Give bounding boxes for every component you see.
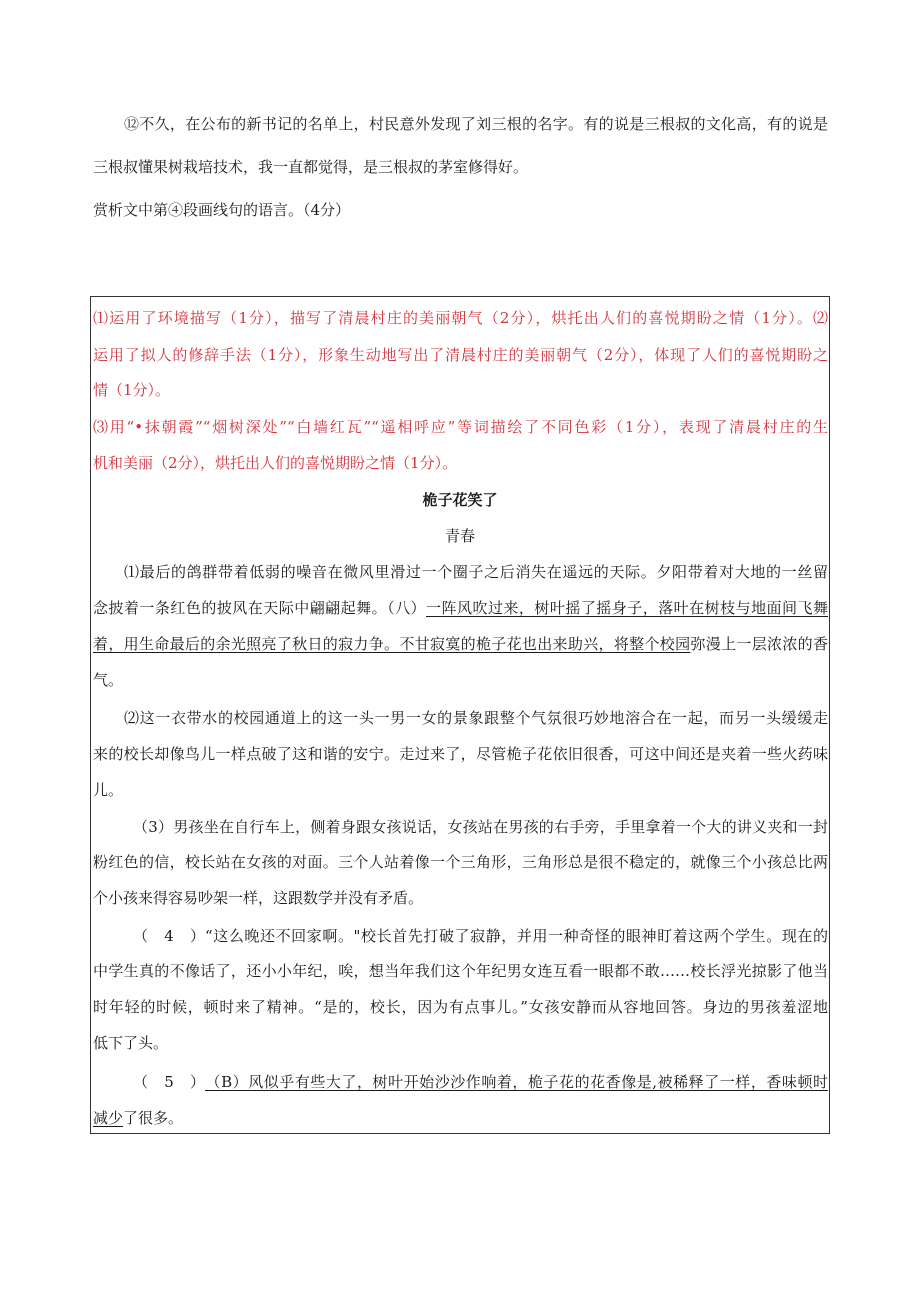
- plain-text: 了很多。: [123, 1109, 184, 1127]
- underlined-sentence: 着，用生命最后的余光照亮了秋日的寂力争。不甘寂寞的桅子花也出来助兴，将整个校园: [93, 635, 691, 653]
- answer-line: ⑶用“•抹朝霞”“烟树深处”“白墙红瓦”“遥相呼应”等词描绘了不同色彩（1分），表现了清晨村庄的生: [93, 418, 828, 436]
- paragraph-2-line: 来的校长却像鸟儿一样点破了这和谐的安宁。走过来了，尽管桅子花依旧很香，可这中间还是夹着一些火药味: [93, 745, 828, 763]
- paragraph-1-line: [93, 634, 828, 654]
- paragraph-1-line: [93, 598, 828, 618]
- paragraph-5-line: [133, 1072, 828, 1092]
- question-text: 赏析文中第④段画线句的语言。（4分）: [93, 201, 351, 219]
- paragraph-3-line: 粉红色的信，校长站在女孩的对面。三个人站着像一个三角形，三角形总是很不稳定的，就像三个小孩总比两: [93, 853, 828, 871]
- paragraph-number: （4）: [133, 927, 205, 945]
- intro-line-2: 三根叔懂果树栽培技术，我一直都觉得，是三根叔的茅室修得好。: [93, 158, 529, 176]
- answer-line: 情（1分）。: [93, 381, 171, 399]
- answer-line: ⑴运用了环境描写（1分），描写了清晨村庄的美丽朝气（2分），烘托出人们的喜悦期盼之情（1分）。⑵: [93, 309, 828, 327]
- paragraph-4-line: [133, 926, 828, 946]
- paragraph-1-line: 气。: [93, 671, 124, 689]
- paragraph-2-line: 儿。: [93, 781, 124, 799]
- paragraph-3-line: 个小孩来得容易吵架一样，这跟数学并没有矛盾。: [93, 889, 424, 907]
- paragraph-4-line: 中学生真的不像话了，还小小年纪，唉，想当年我们这个年纪男女连互看一眼都不敢……校长浮光掠影了他当: [93, 962, 828, 980]
- intro-line-1: ⑫不久，在公布的新书记的名单上，村民意外发现了刘三根的名字。有的说是三根叔的文化高，有的说是: [124, 115, 828, 133]
- paragraph-5-line: [93, 1108, 828, 1128]
- underlined-sentence: 一阵风吹过来，树叶摇了摇身子，落叶在树枝与地面间飞舞: [426, 599, 828, 617]
- underlined-sentence: 减少: [93, 1109, 124, 1127]
- plain-text: 念披着一条红色的披风在天际中翩翩起舞。（八）: [93, 599, 427, 617]
- paragraph-1-line: ⑴最后的鸽群带着低弱的噪音在微风里滑过一个圈子之后消失在遥远的天际。夕阳带着对大地的一丝留: [124, 563, 828, 581]
- underlined-sentence: （B）风似乎有些大了，树叶开始沙沙作响着，桅子花的花香像是,被稀释了一样，香味顿时: [205, 1073, 828, 1091]
- answer-line: 机和美丽（2分），烘托出人们的喜悦期盼之情（1分）。: [93, 454, 458, 472]
- paragraph-4-line: 时年轻的时候，顿时来了精神。“是的，校长，因为有点事儿。”女孩安静而从容地回答。身边的男孩羞涩地: [93, 998, 828, 1016]
- plain-text: 弥漫上一层浓浓的香: [690, 635, 828, 653]
- paragraph-2-line: ⑵这一衣带水的校园通道上的这一头一男一女的景象跟整个气氛很巧妙地溶合在一起，而另一头缓缓走: [124, 709, 828, 727]
- paragraph-4-line: 低下了头。: [93, 1034, 169, 1052]
- paragraph-3-line: （3）男孩坐在自行车上，侧着身跟女孩说话，女孩站在男孩的右手旁，手里拿着一个大的讲义夹和一封: [133, 818, 828, 836]
- answer-line: 运用了拟人的修辞手法（1分），形象生动地写出了清晨村庄的美丽朝气（2分），体现了人们的喜悦期盼之: [93, 346, 828, 364]
- article-title: 桅子花笑了: [422, 491, 498, 509]
- paragraph-number: （5）: [133, 1073, 205, 1091]
- plain-text: “这么晚还不回家啊。"校长首先打破了寂静，并用一种奇怪的眼神盯着这两个学生。现在的: [205, 927, 828, 945]
- article-author: 青春: [444, 527, 475, 545]
